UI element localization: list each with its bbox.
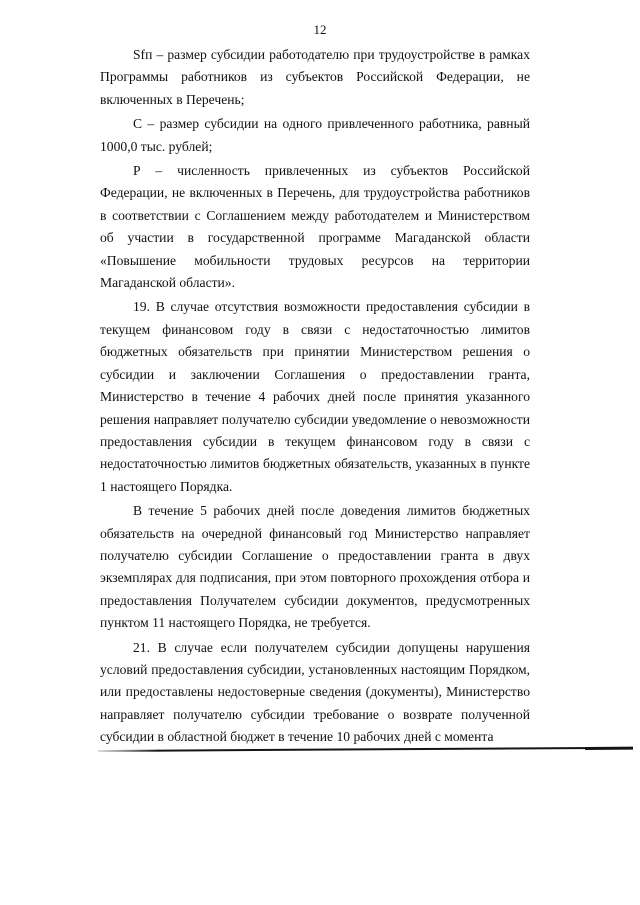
paragraph-clause-19: 19. В случае отсутствия возможности предоставления субсидии в текущем финансовом году в связи с недостаточностью лимитов бюджетных обязательств при принятии Министерством решения о субсидии и заключении Соглашения о предоставлении гранта, Министерство в течение 4 рабочих дней после принятия указанного решения направляет получателю субсидии уведомление о невозможности предоставления субсидии в текущем финансовом году в связи с недостаточностью лимитов бюджетных обязательств, указанных в пункте 1 настоящего Порядка. — [100, 299, 530, 494]
paragraph-p-definition: Р – численность привлеченных из субъектов Российской Федерации, не включенных в Перечень, для трудоустройства работников в соответствии с Соглашением между работодателем и Министерством об участии в государственной программе Магаданской области «Повышение мобильности трудовых ресурсов на территории Магаданской области». — [100, 163, 530, 291]
page-number: 12 — [313, 22, 327, 37]
paragraph-clause-19-continuation: В течение 5 рабочих дней после доведения лимитов бюджетных обязательств на очередной финансовый год Министерство направляет получателю субсидии Соглашение о предоставлении гранта в двух экземплярах для подписания, при этом повторного прохождения отбора и предоставления Получателем субсидии документов, предусмотренных пунктом 11 настоящего Порядка, не требуется. — [100, 503, 530, 631]
document-body — [100, 44, 530, 749]
paragraph-c-definition: С – размер субсидии на одного привлеченного работника, равный 1000,0 тыс. рублей; — [100, 116, 530, 154]
paragraph-sfp-definition: Sfп – размер субсидии работодателю при трудоустройстве в рамках Программы работников из субъектов Российской Федерации, не включенных в Перечень; — [100, 47, 530, 107]
paragraph-clause-21: 21. В случае если получателем субсидии допущены нарушения условий предоставления субсидии, установленных настоящим Порядком, или предоставлены недостоверные сведения (документы), Министерство направляет получателю субсидии требование о возврате полученной субсидии в областной бюджет в течение 10 рабочих дней с момента — [100, 639, 530, 745]
bottom-scan-line-tail — [585, 747, 633, 750]
